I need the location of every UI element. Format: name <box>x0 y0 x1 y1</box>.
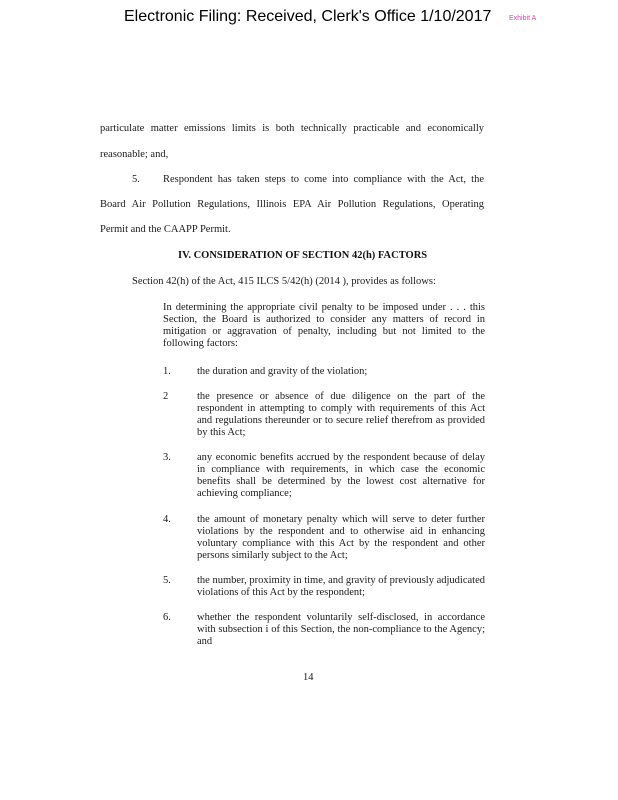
factor-text: the presence or absence of due diligence on the part of the respondent in attempting to comply with requirements of this Act and regulations thereunder or to secure relief therefrom as provided by this Act; <box>197 391 485 438</box>
filing-stamp: Electronic Filing: Received, Clerk's Office 1/10/2017 <box>124 8 492 25</box>
factor-number: 2 <box>163 391 169 402</box>
factor-number: 1. <box>163 366 171 377</box>
paragraph-line: Board Air Pollution Regulations, Illinois EPA Air Pollution Regulations, Operating <box>100 199 484 210</box>
factor-number: 3. <box>163 452 171 463</box>
paragraph-line: particulate matter emissions limits is both technically practicable and economically <box>100 123 484 134</box>
factor-text: whether the respondent voluntarily self-disclosed, in accordance with subsection i of this Section, the non-compliance to the Agency; and <box>197 612 485 647</box>
factor-number: 6. <box>163 612 171 623</box>
block-quote: In determining the appropriate civil penalty to be imposed under . . . this Section, the Board is authorized to consider any matters of record in mitigation or aggravation of penalty, including but not limited to the following factors: <box>163 302 485 349</box>
factor-text: any economic benefits accrued by the respondent because of delay in compliance with requirements, in which case the economic benefits shall be determined by the lowest cost alternative for achieving compliance; <box>197 452 485 499</box>
paragraph-line: reasonable; and, <box>100 149 169 160</box>
exhibit-label: Exhibit A <box>509 15 537 22</box>
intro-text: Section 42(h) of the Act, 415 ILCS 5/42(h) (2014 ), provides as follows: <box>132 276 436 287</box>
factor-number: 5. <box>163 575 171 586</box>
factor-text: the duration and gravity of the violation; <box>197 366 368 377</box>
factor-text: the number, proximity in time, and gravity of previously adjudicated violations of this Act by the respondent; <box>197 575 485 598</box>
section-heading: IV. CONSIDERATION OF SECTION 42(h) FACTORS <box>178 250 428 261</box>
paragraph-line: Permit and the CAAPP Permit. <box>100 224 231 235</box>
factor-number: 4. <box>163 514 171 525</box>
paragraph-number: 5. <box>132 174 140 185</box>
page-number: 14 <box>303 672 314 683</box>
factor-text: the amount of monetary penalty which will serve to deter further violations by the respondent and to otherwise aid in enhancing voluntary compliance with this Act by the respondent and other persons similarly subject to the Act; <box>197 514 485 561</box>
paragraph-line: Respondent has taken steps to come into compliance with the Act, the <box>163 174 484 185</box>
